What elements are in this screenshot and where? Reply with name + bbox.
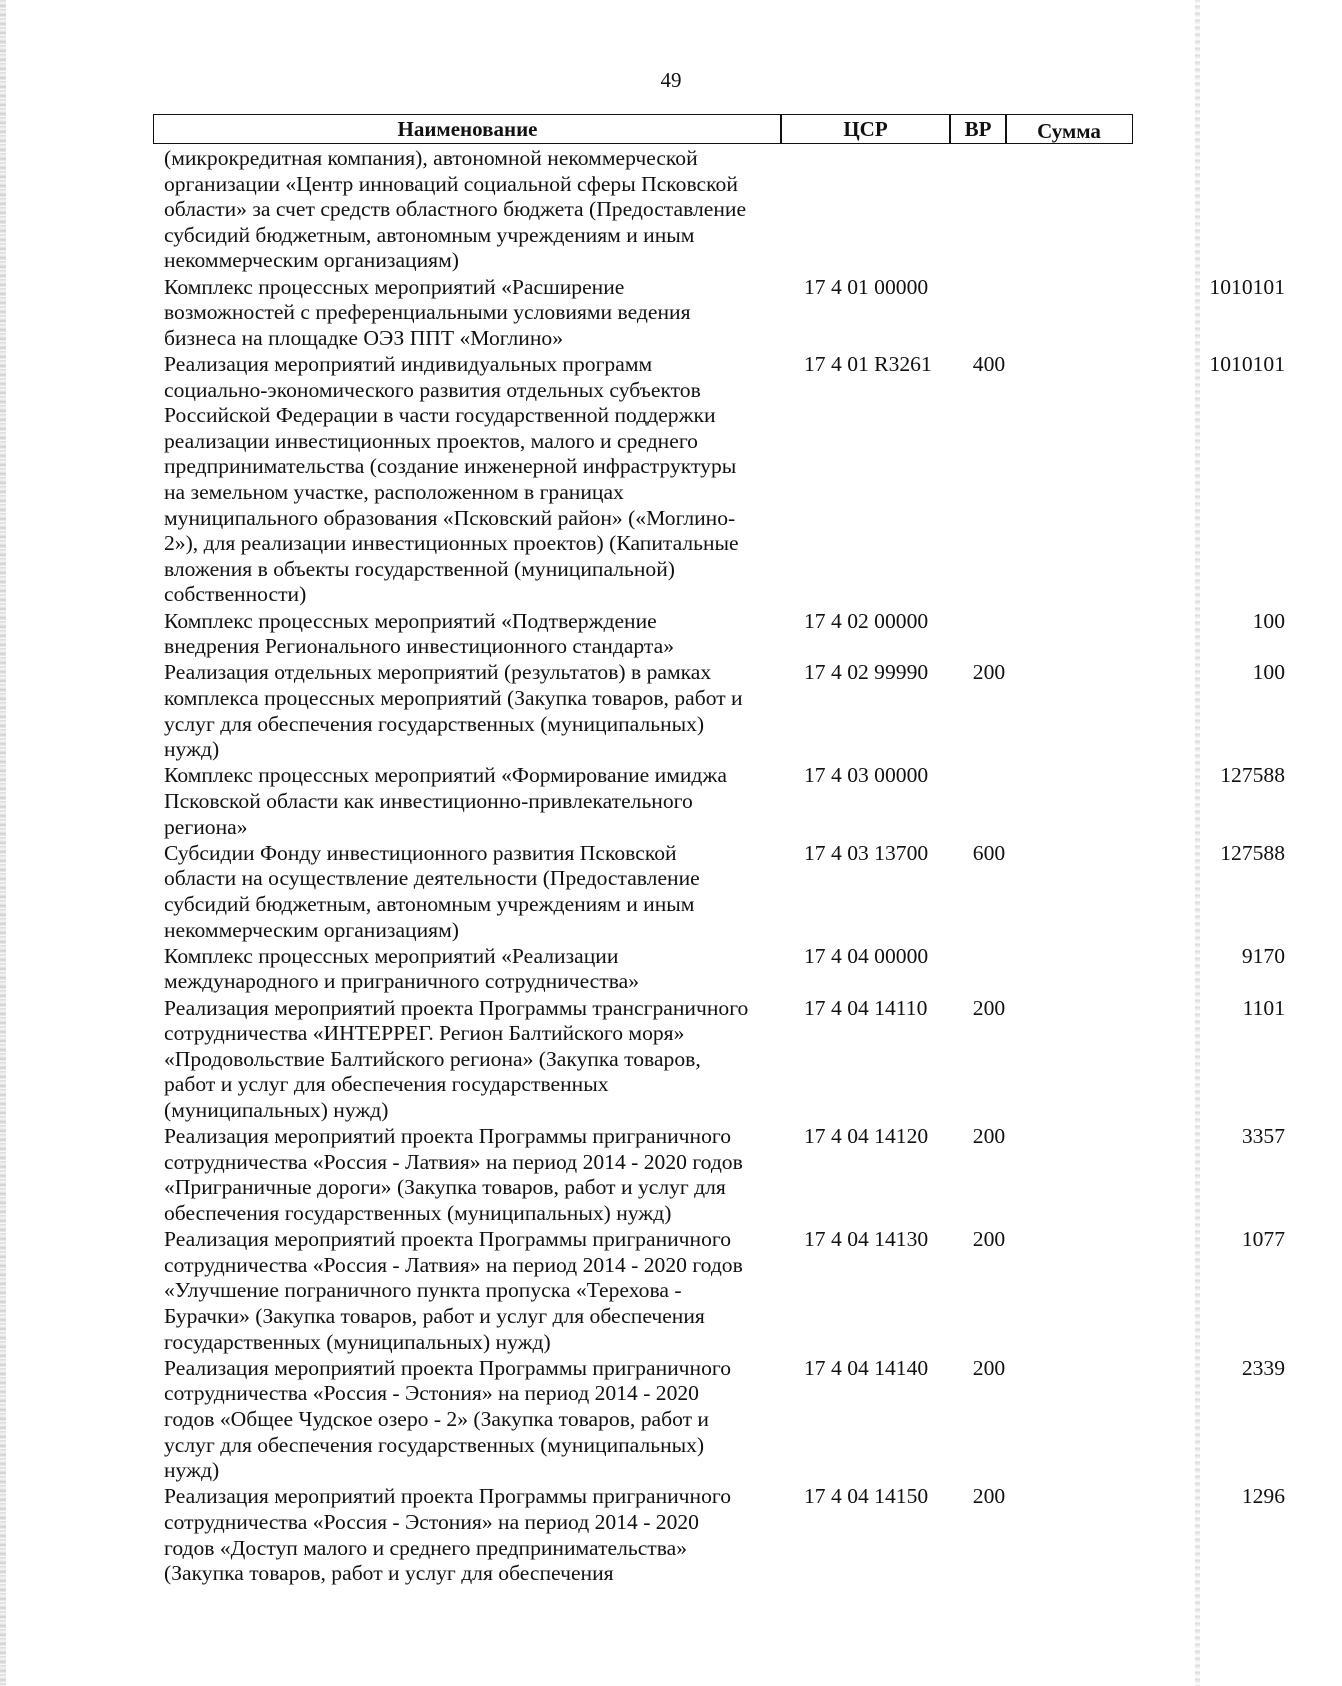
row-name xyxy=(164,275,786,352)
row-name-line: Бурачки» (Закупка товаров, работ и услуг для обеспечения xyxy=(164,1303,705,1328)
row-csr: 17 4 04 00000 xyxy=(804,943,929,968)
row-name xyxy=(164,146,786,274)
row-name xyxy=(164,944,786,995)
row-csr: 17 4 04 14150 xyxy=(804,1484,929,1509)
row-name-line: Комплекс процессных мероприятий «Подтверждение xyxy=(164,608,657,633)
row-name-line: (муниципальных) нужд) xyxy=(164,1097,389,1122)
row-name-line: сотрудничества «Россия - Латвия» на период 2014 - 2020 годов xyxy=(164,1149,743,1174)
scan-left-edge xyxy=(0,0,6,1686)
row-name xyxy=(164,996,786,1124)
row-name-line: годов «Доступ малого и среднего предпринимательства» xyxy=(164,1535,688,1560)
page-number: 49 xyxy=(660,68,682,92)
row-vr: 200 xyxy=(972,1355,1006,1380)
row-sum: 9170 xyxy=(1241,943,1285,968)
row-name xyxy=(164,1227,786,1355)
row-sum: 127588 xyxy=(1220,763,1285,788)
row-vr: 400 xyxy=(972,352,1006,376)
row-vr: 200 xyxy=(972,1484,1006,1509)
row-name-line: вложения в объекты государственной (муниципальной) xyxy=(164,556,675,581)
row-name-line: региона» xyxy=(164,814,248,839)
row-sum: 1296 xyxy=(1241,1484,1285,1509)
row-name-line: нужд) xyxy=(164,1458,220,1483)
row-name-line: Реализация мероприятий проекта Программы приграничного xyxy=(164,1355,732,1380)
row-vr: 600 xyxy=(972,840,1006,865)
row-csr: 17 4 04 14120 xyxy=(804,1124,929,1149)
row-name-line: Комплекс процессных мероприятий «Расширение xyxy=(164,274,625,299)
row-csr: 17 4 03 13700 xyxy=(804,840,929,865)
row-name-line: обеспечения государственных (муниципальных) нужд) xyxy=(164,1200,672,1225)
row-name-line: Российской Федерации в части государственной поддержки xyxy=(164,403,716,428)
row-name-line: государственных (муниципальных) нужд) xyxy=(164,1329,551,1354)
row-name-line: международного и приграничного сотрудничества» xyxy=(164,969,639,994)
row-sum: 100 xyxy=(1252,660,1285,685)
row-name-line: годов «Общее Чудское озеро - 2» (Закупка товаров, работ и xyxy=(164,1406,709,1431)
row-name-line: области» за счет средств областного бюджета (Предоставление xyxy=(164,197,747,222)
row-vr: 200 xyxy=(972,1227,1006,1252)
row-sum: 1077 xyxy=(1241,1227,1285,1252)
row-name-line: работ и услуг для обеспечения государственных xyxy=(164,1072,609,1097)
row-name-line: сотрудничества «ИНТЕРРЕГ. Регион Балтийского моря» xyxy=(164,1021,685,1046)
row-name-line: нужд) xyxy=(164,737,220,762)
header-sum: Сумма xyxy=(1037,119,1101,143)
row-name-line: Комплекс процессных мероприятий «Реализации xyxy=(164,943,619,968)
row-csr: 17 4 04 14110 xyxy=(804,995,928,1020)
row-csr: 17 4 02 99990 xyxy=(804,660,929,685)
row-name-line: 2»), для реализации инвестиционных проектов) (Капитальные xyxy=(164,531,739,556)
row-name-line: «Приграничные дороги» (Закупка товаров, работ и услуг для xyxy=(164,1175,726,1200)
row-sum: 1010101 xyxy=(1209,352,1285,376)
row-csr: 17 4 02 00000 xyxy=(804,608,929,633)
header-csr: ЦСР xyxy=(843,117,888,141)
row-csr: 17 4 04 14140 xyxy=(804,1355,929,1380)
row-name-line: внедрения Регионального инвестиционного стандарта» xyxy=(164,634,675,659)
row-name-line: предпринимательства (создание инженерной инфраструктуры xyxy=(164,454,737,479)
row-name-line: (микрокредитная компания), автономной некоммерческой xyxy=(164,146,698,170)
row-name-line: субсидий бюджетным, автономным учреждениям и иным xyxy=(164,222,695,247)
row-name-line: возможностей с преференциальными условиями ведения xyxy=(164,300,691,325)
row-name-line: муниципального образования «Псковский район» («Моглино- xyxy=(164,505,736,530)
row-name-line: субсидий бюджетным, автономным учреждениям и иным xyxy=(164,891,695,916)
row-name-line: сотрудничества «Россия - Эстония» на период 2014 - 2020 xyxy=(164,1381,699,1406)
row-name-line: собственности) xyxy=(164,582,307,607)
row-sum: 1010101 xyxy=(1209,274,1285,299)
row-name xyxy=(164,1356,786,1484)
row-name-line: бизнеса на площадке ОЭЗ ППТ «Моглино» xyxy=(164,325,563,350)
row-name-line: услуг для обеспечения государственных (муниципальных) xyxy=(164,711,705,736)
row-name-line: на земельном участке, расположенном в границах xyxy=(164,479,624,504)
row-name-line: области на осуществление деятельности (Предоставление xyxy=(164,866,700,891)
row-name xyxy=(164,1124,786,1226)
row-name-line: «Продовольствие Балтийского региона» (Закупка товаров, xyxy=(164,1046,701,1071)
row-name-line: Реализация мероприятий проекта Программы трансграничного xyxy=(164,995,749,1020)
row-name-line: Реализация мероприятий проекта Программы приграничного xyxy=(164,1124,732,1149)
row-vr: 200 xyxy=(972,995,1006,1020)
row-name xyxy=(164,1484,786,1586)
row-sum: 2339 xyxy=(1241,1355,1285,1380)
row-name-line: Комплекс процессных мероприятий «Формирование имиджа xyxy=(164,763,727,788)
row-name xyxy=(164,660,786,762)
row-name-line: (Закупка товаров, работ и услуг для обеспечения xyxy=(164,1561,614,1586)
row-name-line: сотрудничества «Россия - Латвия» на период 2014 - 2020 годов xyxy=(164,1252,743,1277)
row-csr: 17 4 01 00000 xyxy=(804,274,929,299)
row-name-line: некоммерческим организациям) xyxy=(164,917,459,942)
row-name-line: социально-экономического развития отдельных субъектов xyxy=(164,377,701,402)
header-vr: ВР xyxy=(964,117,992,141)
row-name xyxy=(164,609,786,660)
row-csr: 17 4 01 R3261 xyxy=(804,352,932,376)
row-sum: 100 xyxy=(1252,608,1285,633)
row-name-line: Реализация отдельных мероприятий (результатов) в рамках xyxy=(164,660,712,685)
row-name-line: Субсидии Фонду инвестиционного развития Псковской xyxy=(164,840,677,865)
row-csr: 17 4 04 14130 xyxy=(804,1227,929,1252)
row-name-line: комплекса процессных мероприятий (Закупка товаров, работ и xyxy=(164,685,743,710)
row-name-line: некоммерческим организациям) xyxy=(164,248,459,273)
row-name-line: реализации инвестиционных проектов, малого и среднего xyxy=(164,428,698,453)
row-name xyxy=(164,763,786,840)
row-name-line: Псковской области как инвестиционно-привлекательного xyxy=(164,788,693,813)
row-name-line: Реализация мероприятий индивидуальных программ xyxy=(164,352,653,376)
row-name-line: услуг для обеспечения государственных (муниципальных) xyxy=(164,1432,705,1457)
row-name-line: Реализация мероприятий проекта Программы приграничного xyxy=(164,1227,732,1252)
row-vr: 200 xyxy=(972,1124,1006,1149)
row-name-line: Реализация мероприятий проекта Программы приграничного xyxy=(164,1484,732,1509)
row-name-line: «Улучшение пограничного пункта пропуска «Терехова - xyxy=(164,1278,682,1303)
row-sum: 127588 xyxy=(1220,840,1285,865)
row-sum: 1101 xyxy=(1242,995,1285,1020)
row-name xyxy=(164,352,786,608)
row-vr: 200 xyxy=(972,660,1006,685)
row-csr: 17 4 03 00000 xyxy=(804,763,929,788)
row-name-line: организации «Центр инноваций социальной сферы Псковской xyxy=(164,171,738,196)
row-sum: 3357 xyxy=(1241,1124,1285,1149)
header-name: Наименование xyxy=(397,117,538,141)
row-name xyxy=(164,841,786,943)
row-name-line: сотрудничества «Россия - Эстония» на период 2014 - 2020 xyxy=(164,1509,699,1534)
